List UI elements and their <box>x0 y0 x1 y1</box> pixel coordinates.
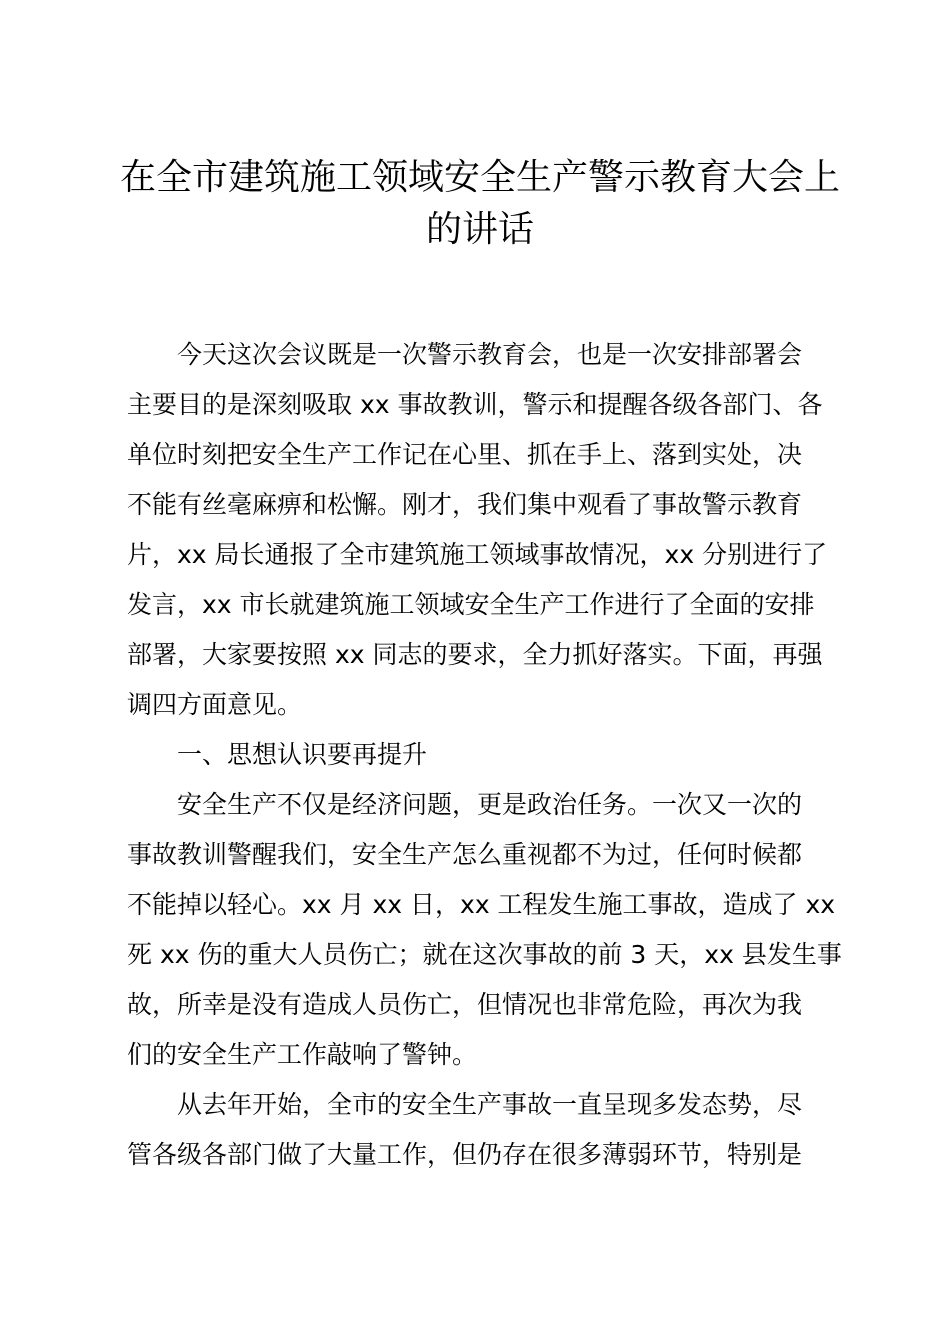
text-line: 们的安全生产工作敲响了警钟。 <box>127 1040 478 1069</box>
text-line: 管各级各部门做了大量工作，但仍存在很多薄弱环节，特别是 <box>127 1140 803 1169</box>
section-heading: 一、思想认识要再提升 <box>177 740 428 769</box>
section-paragraph-2 <box>127 1080 833 1180</box>
text-line: 片，xx 局长通报了全市建筑施工领域事故情况，xx 分别进行了 <box>127 540 828 569</box>
text-line: 主要目的是深刻吸取 xx 事故教训，警示和提醒各级各部门、各 <box>127 390 823 419</box>
section-paragraph-1 <box>127 780 842 1080</box>
text-line: 安全生产不仅是经济问题，更是政治任务。一次又一次的 <box>177 790 803 819</box>
text-line: 发言，xx 市长就建筑施工领域安全生产工作进行了全面的安排 <box>127 590 815 619</box>
document-title <box>110 152 850 256</box>
text-line: 死 xx 伤的重大人员伤亡；就在这次事故的前 3 天，xx 县发生事 <box>127 940 842 969</box>
text-line: 部署，大家要按照 xx 同志的要求，全力抓好落实。下面，再强 <box>127 640 823 669</box>
title-line-2: 的讲话 <box>425 209 534 250</box>
document-body <box>127 330 842 1180</box>
text-line: 事故教训警醒我们，安全生产怎么重视都不为过，任何时候都 <box>127 840 803 869</box>
text-line: 不能有丝毫麻痹和松懈。刚才，我们集中观看了事故警示教育 <box>127 490 803 519</box>
text-line: 今天这次会议既是一次警示教育会，也是一次安排部署会 <box>177 340 803 369</box>
text-line: 从去年开始，全市的安全生产事故一直呈现多发态势，尽 <box>177 1090 803 1119</box>
text-line: 不能掉以轻心。xx 月 xx 日，xx 工程发生施工事故，造成了 xx <box>127 890 836 919</box>
text-line: 单位时刻把安全生产工作记在心里、抓在手上、落到实处，决 <box>127 440 803 469</box>
intro-paragraph <box>127 330 833 730</box>
title-line-1: 在全市建筑施工领域安全生产警示教育大会上 <box>119 157 840 198</box>
text-line: 调四方面意见。 <box>127 690 303 719</box>
text-line: 故，所幸是没有造成人员伤亡，但情况也非常危险，再次为我 <box>127 990 803 1019</box>
